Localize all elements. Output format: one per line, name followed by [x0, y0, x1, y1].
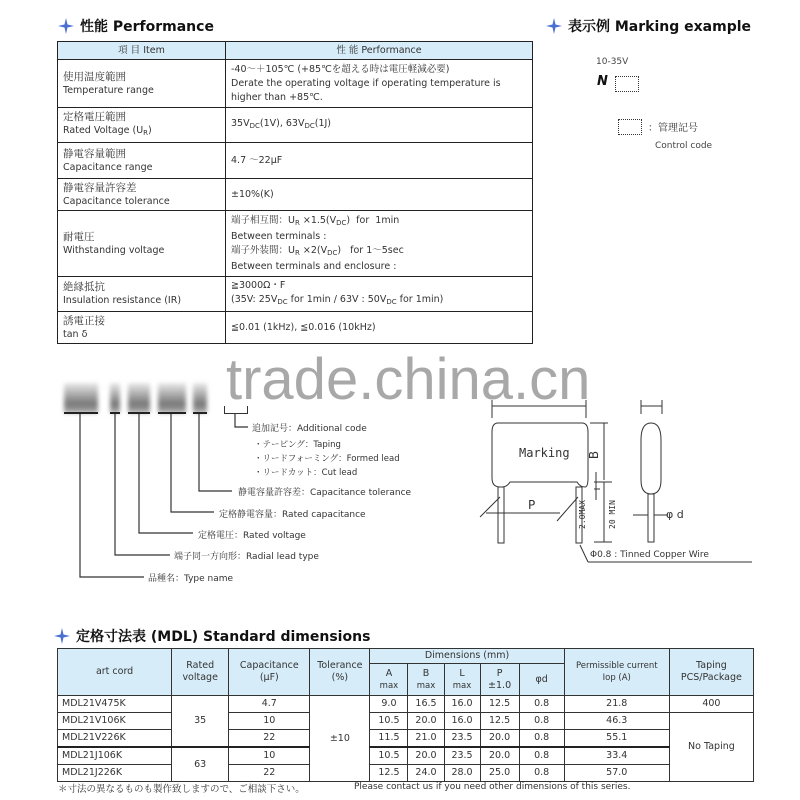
header-art-cord: art cord — [58, 649, 172, 696]
dim-b-label: B — [587, 450, 602, 460]
row-label-en: Rated Voltage $(U_R)$ — [63, 125, 152, 137]
cell-d: 0.8 — [519, 696, 564, 713]
cell-iop: 46.3 — [564, 713, 669, 730]
watermark: trade.china.cn — [226, 347, 591, 412]
row-label-en: Insulation resistance (IR) — [63, 295, 182, 306]
table-row — [58, 713, 754, 730]
dim-d-label: φ d — [666, 508, 684, 521]
cell-l: 28.0 — [444, 765, 480, 782]
header-performance: 性 能 Performance — [226, 42, 533, 60]
value-line: Between terminals and enclosure : — [231, 260, 397, 272]
cell-code: MDL21V475K — [58, 696, 172, 713]
wire-note: Φ0.8 : Tinned Copper Wire — [590, 550, 709, 560]
label-type-name: 品種名：Type name — [148, 574, 234, 584]
drawing-marking-text: Marking — [519, 446, 570, 460]
row-label-en: tan δ — [63, 328, 88, 340]
row-label-en: Capacitance tolerance — [63, 195, 170, 207]
cell-b: 21.0 — [408, 730, 444, 748]
footnote-jp: ＊寸法の異なるものも製作致しますので、ご相談下さい。 — [58, 784, 305, 795]
label-radial-lead-type: 端子同一方向形：Radial lead type — [174, 552, 319, 562]
row-value: $35V_{DC}(1V)$, $63V_{DC}(1J)$ — [226, 108, 533, 143]
header-phi-d: φd — [519, 664, 564, 696]
cell-cap: 22 — [229, 765, 310, 782]
label-taping: ・テーピング：Taping — [254, 440, 341, 450]
row-label-en: Capacitance range — [63, 161, 153, 173]
cell-b: 20.0 — [408, 713, 444, 730]
row-value: ≦0.01 (1kHz), ≦0.016 (10kHz) — [226, 312, 533, 344]
row-label-en: Withstanding voltage — [63, 244, 165, 256]
value-line: Between terminals : — [231, 230, 327, 242]
cell-taping: 400 — [669, 696, 753, 713]
cell-iop: 55.1 — [564, 730, 669, 748]
table-row — [58, 696, 754, 713]
value-line: -40～＋105℃ (+85℃を超える時は電圧軽減必要) — [231, 63, 450, 75]
cell-a: 11.5 — [370, 730, 408, 748]
row-label-jp: 静電容量範囲 — [63, 147, 126, 160]
cell-l: 16.0 — [444, 713, 480, 730]
header-rated-voltage: Rated voltage — [172, 649, 229, 696]
table-row — [58, 730, 754, 748]
row-label-jp: 耐電圧 — [63, 230, 95, 243]
cell-iop: 33.4 — [564, 747, 669, 765]
legend-en: Control code — [655, 141, 713, 151]
cell-code: MDL21V226K — [58, 730, 172, 748]
dim-p-label: P — [528, 498, 536, 512]
cell-b: 24.0 — [408, 765, 444, 782]
row-label-jp: 定格電圧範囲 — [63, 111, 126, 123]
standard-section-title — [54, 626, 370, 646]
value-line: 端子外装間：$U_R \times 2(V_{DC})$ for 1～5sec — [231, 244, 404, 257]
performance-title-text: 性能 Performance — [80, 19, 214, 35]
cell-a: 10.5 — [370, 747, 408, 765]
cell-iop: 57.0 — [564, 765, 669, 782]
cell-p: 12.5 — [480, 696, 519, 713]
cell-p: 20.0 — [480, 747, 519, 765]
header-p: P ±1.0 — [480, 664, 519, 696]
standard-title-text: 定格寸法表 (MDL) Standard dimensions — [76, 629, 371, 645]
table-row — [58, 765, 754, 782]
cell-cap: 22 — [229, 730, 310, 748]
dim-2max-label: 2.0MAX — [577, 500, 587, 529]
row-label-jp: 誘電正接 — [63, 314, 105, 327]
footnote-en: Please contact us if you need other dimensions of this series. — [354, 782, 631, 792]
marking-title-text: 表示例 Marking example — [568, 19, 752, 35]
value-line: (35V: $25V_{DC}$ for 1min / 63V : $50V_{DC}$ for 1min) — [231, 294, 444, 306]
cell-code: MDL21J106K — [58, 747, 172, 765]
cell-code: MDL21V106K — [58, 713, 172, 730]
label-additional-code: 追加記号：Additional code — [252, 424, 367, 434]
row-value: ±10%(K) — [226, 179, 533, 211]
cell-d: 0.8 — [519, 730, 564, 748]
sparkle-icon — [54, 628, 70, 644]
header-l: L max — [444, 664, 480, 696]
row-label-jp: 静電容量許容差 — [63, 181, 137, 194]
header-permissible-current: Permissible current Iop (A) — [564, 649, 669, 696]
cell-b: 16.5 — [408, 696, 444, 713]
header-a: A max — [370, 664, 408, 696]
label-rated-capacitance: 定格静電容量：Rated capacitance — [219, 510, 366, 520]
header-item: 項 目 Item — [58, 42, 226, 60]
header-b: B max — [408, 664, 444, 696]
header-tolerance: Tolerance (%) — [310, 649, 370, 696]
row-label-jp: 絶縁抵抗 — [63, 281, 105, 293]
cell-cap: 4.7 — [229, 696, 310, 713]
cell-b: 20.0 — [408, 747, 444, 765]
cell-voltage: 63 — [172, 747, 229, 782]
legend-jp: ：管理記号 — [648, 123, 698, 134]
row-value: 4.7 ～22μF — [226, 143, 533, 179]
cell-a: 10.5 — [370, 713, 408, 730]
cell-p: 25.0 — [480, 765, 519, 782]
label-capacitance-tolerance: 静電容量許容差：Capacitance tolerance — [238, 488, 412, 498]
cell-l: 16.0 — [444, 696, 480, 713]
value-line: higher than +85℃. — [231, 91, 323, 103]
header-dimensions: Dimensions (mm) — [370, 649, 564, 664]
cell-a: 9.0 — [370, 696, 408, 713]
value-line: ≧3000Ω・F — [231, 280, 286, 291]
cell-iop: 21.8 — [564, 696, 669, 713]
cell-d: 0.8 — [519, 713, 564, 730]
cell-taping: No Taping — [669, 713, 753, 782]
label-formed-lead: ・リードフォーミング：Formed lead — [254, 454, 400, 464]
cell-cap: 10 — [229, 747, 310, 765]
table-row — [58, 747, 754, 765]
cell-l: 23.5 — [444, 730, 480, 748]
cell-code: MDL21J226K — [58, 765, 172, 782]
header-taping: Taping PCS/Package — [669, 649, 753, 696]
cell-a: 12.5 — [370, 765, 408, 782]
cell-d: 0.8 — [519, 747, 564, 765]
dim-20min-label: 20 MIN — [607, 500, 617, 529]
standard-dimensions-table — [57, 648, 754, 782]
row-label-en: Temperature range — [63, 84, 154, 96]
row-label-jp: 使用温度範囲 — [63, 70, 126, 83]
marking-letter: N — [597, 74, 608, 89]
label-cut-lead: ・リードカット：Cut lead — [254, 468, 358, 478]
cell-d: 0.8 — [519, 765, 564, 782]
cell-p: 12.5 — [480, 713, 519, 730]
value-line: Derate the operating voltage if operating temperature is — [231, 77, 501, 89]
header-capacitance: Capacitance (μF) — [229, 649, 310, 696]
cell-tolerance: ±10 — [310, 696, 370, 782]
cell-p: 20.0 — [480, 730, 519, 748]
cell-l: 23.5 — [444, 747, 480, 765]
marking-voltage-label: 10-35V — [596, 57, 629, 67]
value-line: 端子相互間：$U_R \times 1.5(V_{DC})$ for 1min — [231, 214, 400, 227]
label-rated-voltage: 定格電圧：Rated voltage — [198, 531, 306, 541]
cell-voltage: 35 — [172, 696, 229, 748]
cell-cap: 10 — [229, 713, 310, 730]
